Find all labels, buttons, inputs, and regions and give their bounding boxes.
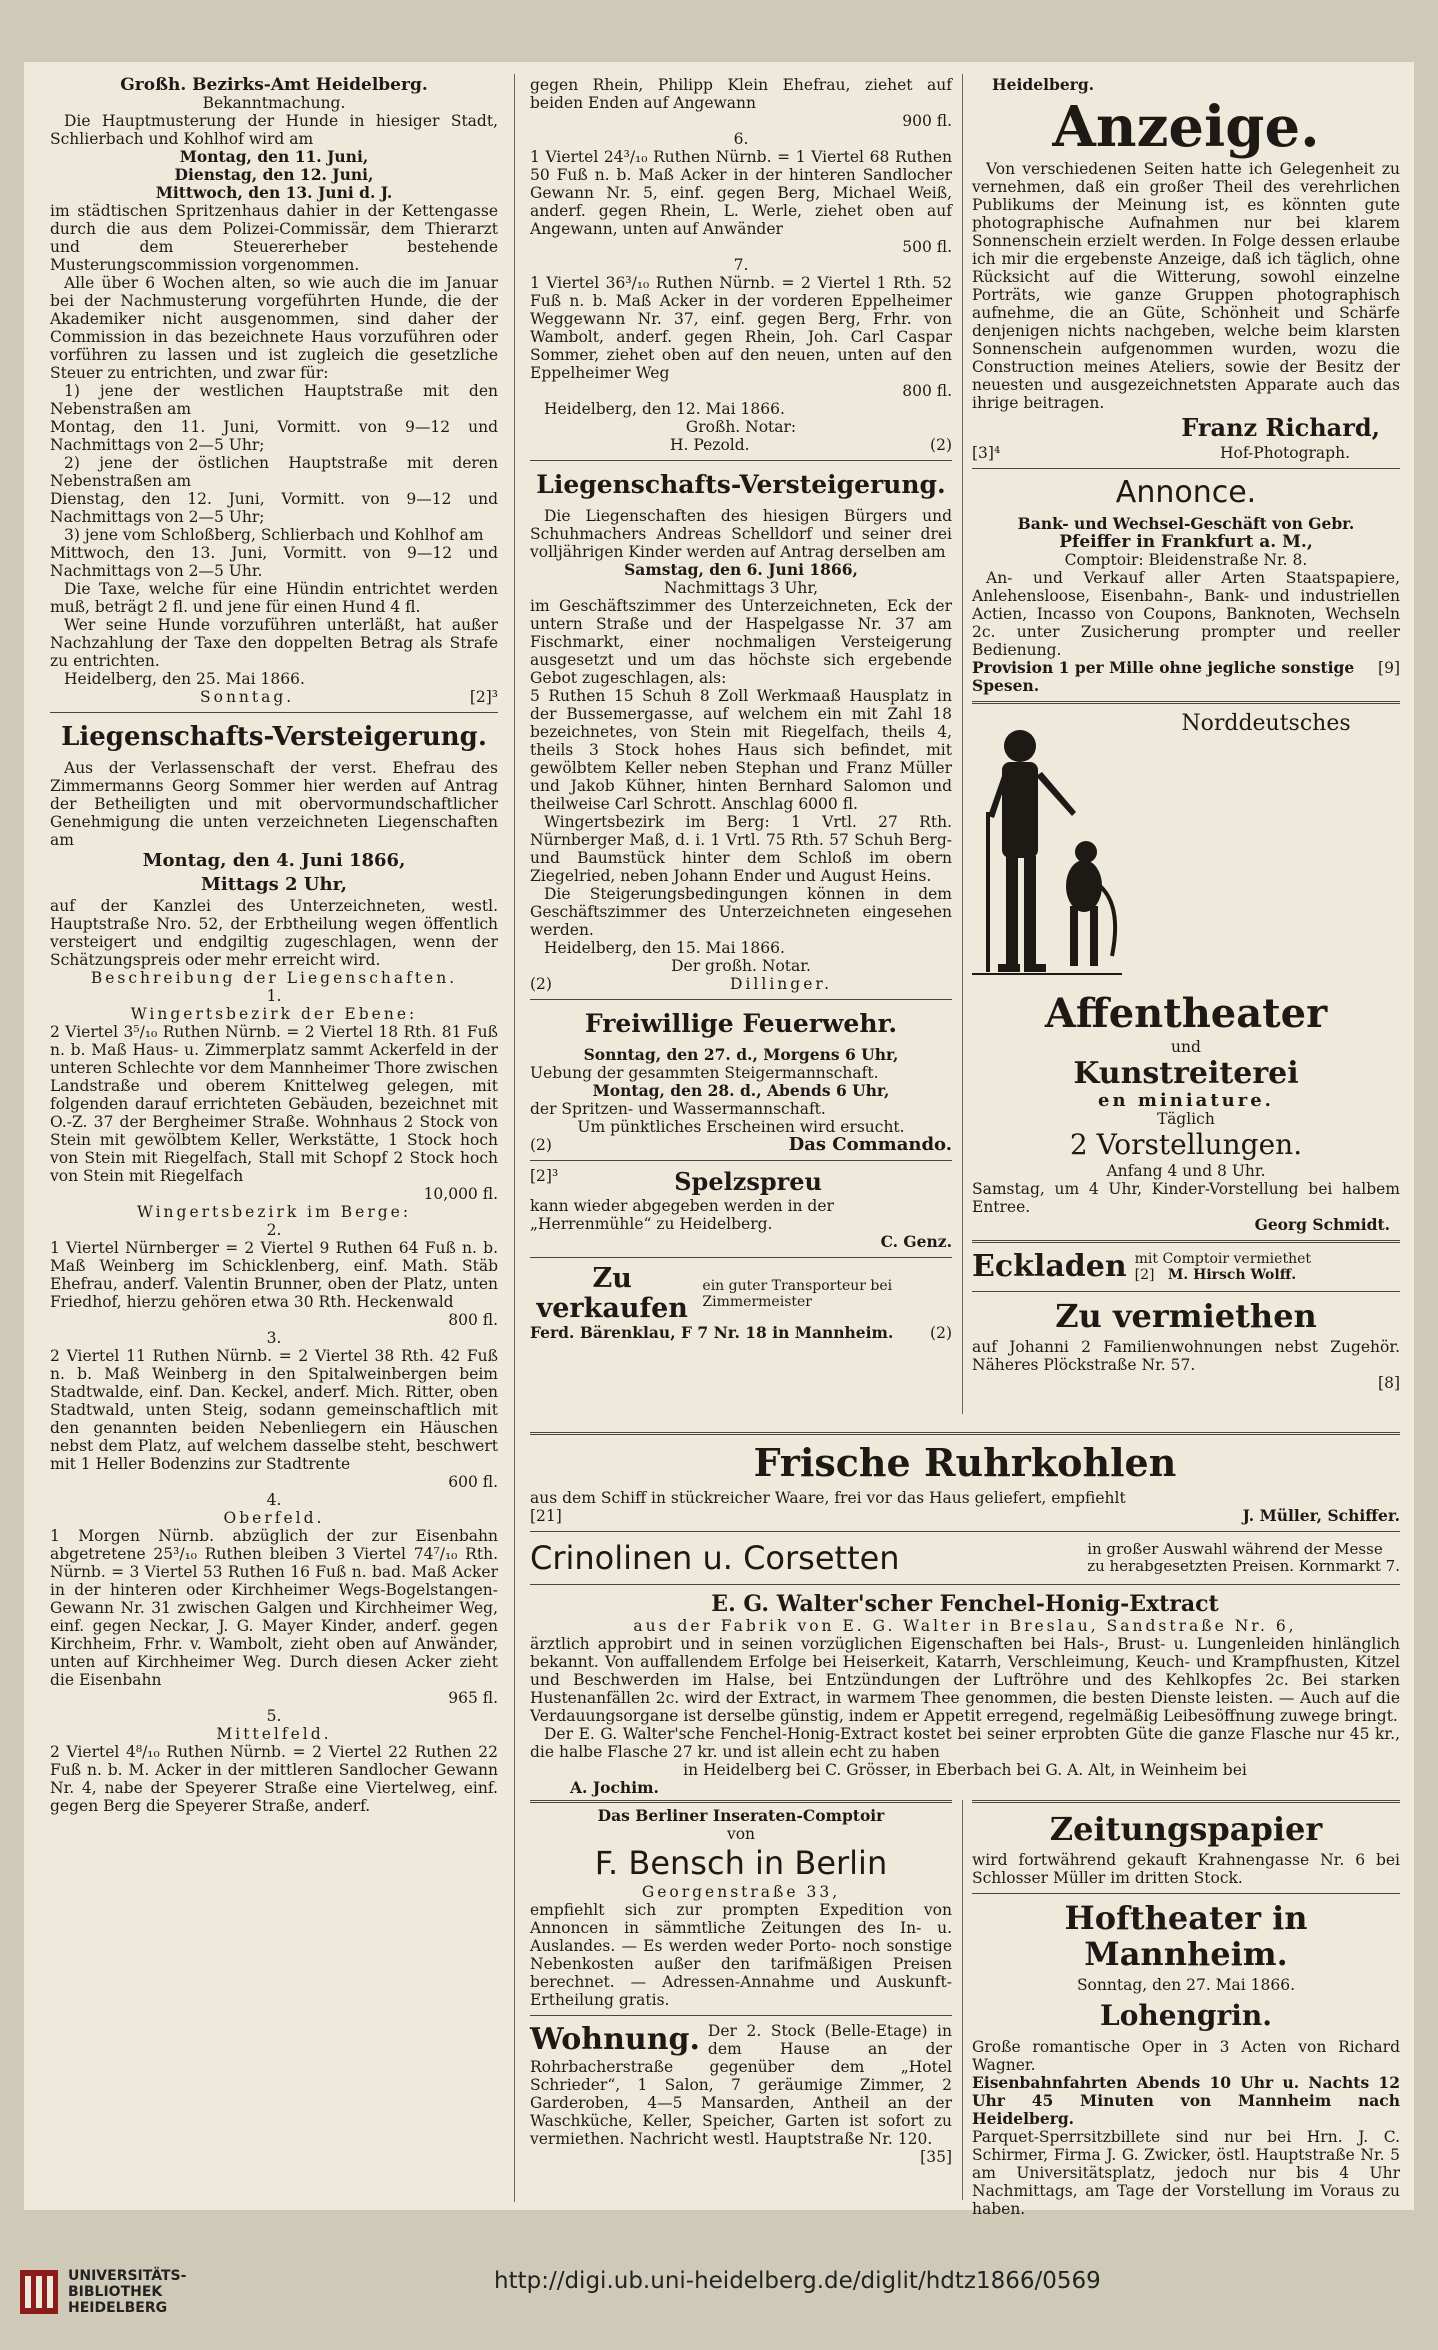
theatre-ad xyxy=(972,1800,1400,2218)
list-item: Mittwoch, den 13. Juni, Vormitt. von 9—12 und Nachmittags von 2—5 Uhr. xyxy=(50,544,498,580)
lot-number: 6. xyxy=(733,130,749,148)
newspaper-page xyxy=(24,62,1414,2218)
lot-price: 900 fl. xyxy=(902,112,952,130)
list-item: 3) jene vom Schloßberg, Schlierbach und Kohlhof am xyxy=(64,526,484,544)
subheading: Wingertsbezirk im Berge: xyxy=(136,1203,412,1221)
heading: Zeitungspapier xyxy=(1049,1810,1323,1848)
notice-number: [2]³ xyxy=(530,1167,559,1185)
lot-description: 1 Viertel 24³/₁₀ Ruthen Nürnb. = 1 Viertel 68 Ruthen 50 Fuß n. b. Maß Acker in der hinteren Sandlocher Gewann Nr. 5, einf. gegen Berg, Michael Weiß, anderf. gegen Rhein, L. Werle, ziehet oben auf Angewann, unten auf Anwänder xyxy=(530,148,952,238)
lot-description: 1 Morgen Nürnb. abzüglich der zur Eisenbahn abgetretene 25³/₁₀ Ruthen bleiben 3 Viertel 74⁷/₁₀ Rth. Nürnb. = 3 Viertel 53 Ruthen 16 Fuß n. bad. Maß Acker in der hinteren oder Kirchheimer Wegs-Bogelstangen-Gewann Nr. 31 zwischen Galgen und Kirchheimer Weg, einf. gegen Neckar, J. G. Mayer Kinder, anderf. gegen Kirchheim, Frhr. v. Wambolt, zieht oben auf Anwänder, unten auf Kirchheimer Weg. Durch diesen Acker zieht die Eisenbahn xyxy=(50,1527,498,1689)
signature: Sonntag. xyxy=(200,688,295,706)
paragraph: auf Johanni 2 Familienwohnungen nebst Zugehör. Näheres Plöckstraße Nr. 57. xyxy=(972,1338,1400,1374)
heading: Spelzspreu xyxy=(674,1167,822,1196)
heading: Annonce. xyxy=(1115,475,1257,510)
signature: Dillinger. xyxy=(730,975,832,993)
signature: Georg Schmidt. xyxy=(1254,1215,1390,1234)
lot-price: 965 fl. xyxy=(448,1689,498,1707)
signature: Großh. Notar: xyxy=(685,418,797,436)
paragraph: Große romantische Oper in 3 Acten von Richard Wagner. xyxy=(972,2038,1400,2074)
paragraph: im Geschäftszimmer des Unterzeichneten, Eck der untern Straße und der Haspelgasse Nr. 37 am Fischmarkt, einer nochmaligen Versteigerung ausgesetzt und um das höchste sich ergebende Gebot zugeschlagen, als: xyxy=(530,597,952,687)
heading: Norddeutsches xyxy=(1181,711,1351,736)
column-rule xyxy=(962,1800,963,2200)
notice-number: [3]⁴ xyxy=(972,444,1001,462)
lot-price: 800 fl. xyxy=(902,382,952,400)
heading: Hoftheater in Mannheim. xyxy=(1064,1899,1308,1973)
signature: C. Genz. xyxy=(880,1232,952,1251)
list-item: 2) jene der östlichen Hauptstraße mit deren Nebenstraßen am xyxy=(50,454,498,490)
column-1 xyxy=(50,76,498,2202)
paragraph: der Spritzen- und Wassermannschaft. xyxy=(530,1100,826,1118)
lot-price: 500 fl. xyxy=(902,238,952,256)
signature: Das Commando. xyxy=(788,1134,952,1155)
date-line: Montag, den 11. Juni, xyxy=(179,147,369,166)
heading: Eckladen xyxy=(972,1249,1127,1284)
library-seal-icon xyxy=(20,2270,58,2314)
subheading: Wingertsbezirk der Ebene: xyxy=(130,1005,418,1023)
column-2 xyxy=(530,76,952,1416)
heading: F. Bensch in Berlin xyxy=(594,1844,888,1882)
paragraph: Die Taxe, welche für eine Hündin entrichtet werden muß, beträgt 2 fl. und jene für einen Hund 4 fl. xyxy=(50,580,498,616)
signature: M. Hirsch Wolff. xyxy=(1167,1267,1297,1283)
paragraph: Die Steigerungsbedingungen können in dem Geschäftszimmer des Unterzeichneten eingesehen werden. xyxy=(530,885,952,939)
date-line: Samstag, den 6. Juni 1866, xyxy=(624,560,858,579)
heading: Freiwillige Feuerwehr. xyxy=(584,1009,898,1038)
signature: Franz Richard, xyxy=(1181,413,1380,442)
paragraph: Uebung der gesammten Steigermannschaft. xyxy=(530,1064,879,1082)
subheading: Beschreibung der Liegenschaften. xyxy=(90,969,458,987)
paragraph: A. Jochim. xyxy=(570,1778,659,1797)
man-with-monkey-illustration xyxy=(972,716,1122,986)
date-line: Montag, den 4. Juni 1866, xyxy=(142,850,406,871)
paragraph: ärztlich approbirt und in seinen vorzüglichen Eigenschaften bei Hals-, Brust- u. Lungenleiden hinlänglich bekannt. Von auffallendem Erfolge bei Heiserkeit, Katarrh, Verschleimung, Keuch- und Krampfhusten, Kitzel und Beschwerden im Halse, bei Entzündungen der Luftröhre und des Kehlkopfes 2c. Bei starken Hustenanfällen 2c. wird der Extract, in warmem Thee genommen, die besten Dienste leisten. — Auch auf die Verdauungsorgane ist derselbe günstig, indem er Appetit erregend, regelmäßig Leibesöffnung zuwege bringt. xyxy=(530,1635,1400,1725)
notice-number: [21] xyxy=(530,1507,562,1525)
heading: Anzeige. xyxy=(1052,94,1320,160)
paragraph: Samstag, um 4 Uhr, Kinder-Vorstellung bei halbem Entree. xyxy=(972,1180,1400,1216)
heading: Affentheater xyxy=(1044,990,1328,1037)
paragraph: Provision 1 per Mille ohne jegliche sonstige Spesen. xyxy=(972,658,1355,695)
heading: Das Berliner Inseraten-Comptoir xyxy=(597,1806,885,1825)
list-item: Dienstag, den 12. Juni, Vormitt. von 9—12 und Nachmittags von 2—5 Uhr; xyxy=(50,490,498,526)
notice-number: [9] xyxy=(1378,659,1400,677)
paragraph: in Heidelberg bei C. Grösser, in Eberbach bei G. A. Alt, in Weinheim bei xyxy=(683,1761,1247,1779)
date-line: Heidelberg, den 15. Mai 1866. xyxy=(544,939,785,957)
paragraph: Bank- und Wechsel-Geschäft von Gebr. xyxy=(1017,514,1355,533)
paragraph: Anfang 4 und 8 Uhr. xyxy=(1106,1162,1266,1180)
signature: J. Müller, Schiffer. xyxy=(1242,1506,1400,1525)
heading: Zu verkaufen xyxy=(536,1263,688,1324)
heading: E. G. Walter'scher Fenchel-Honig-Extract xyxy=(711,1591,1219,1617)
paragraph: aus der Fabrik von E. G. Walter in Breslau, Sandstraße Nr. 6, xyxy=(633,1617,1297,1635)
lot-price: 600 fl. xyxy=(448,1473,498,1491)
signature: Hof-Photograph. xyxy=(1220,444,1350,462)
paragraph: Von verschiedenen Seiten hatte ich Gelegenheit zu vernehmen, daß ein großer Theil des verehrlichen Publikums der Meinung ist, es könnten gute photographische Aufnahmen nur bei klarem Sonnenschein erzielt werden. In Folge dessen erlaube ich mir die ergebenste Anzeige, daß ich täglich, ohne Rücksicht auf die Witterung, sowohl einzelne Porträts, wie ganze Gruppen photographisch aufnehme, die an Güte, Schönheit und Schärfe denjenigen nichts nachgeben, welche beim klarsten Sonnenschein aufgenommen wurden, wozu die Construction meines Ateliers, sowie der Besitz der neuesten und ausgezeichnetsten Apparate auch das ihrige beitragen. xyxy=(972,160,1400,412)
source-url-link[interactable]: http://digi.ub.uni-heidelberg.de/diglit/hdtz1866/0569 xyxy=(494,2268,1101,2294)
subheading: Oberfeld. xyxy=(223,1509,325,1527)
library-name: BIBLIOTHEK xyxy=(68,2284,163,2300)
date-line: Heidelberg, den 25. Mai 1866. xyxy=(64,670,305,688)
column-rule xyxy=(514,74,515,2202)
heading: Großh. Bezirks-Amt Heidelberg. xyxy=(120,75,428,95)
date-line: Heidelberg, den 12. Mai 1866. xyxy=(544,400,785,418)
paragraph: aus dem Schiff in stückreicher Waare, frei vor das Haus geliefert, empfiehlt xyxy=(530,1489,1126,1507)
lot-number: 5. xyxy=(266,1707,282,1725)
date-line: Montag, den 28. d., Abends 6 Uhr, xyxy=(592,1081,890,1100)
date-line: Nachmittags 3 Uhr, xyxy=(663,579,819,597)
lot-number: 3. xyxy=(266,1329,282,1347)
column-3 xyxy=(972,76,1400,1416)
digitization-footer xyxy=(0,2240,1438,2350)
signature: H. Pezold. xyxy=(670,436,750,454)
notice-number: (2) xyxy=(930,1324,952,1342)
paragraph: wird fortwährend gekauft Krahnengasse Nr. 6 bei Schlosser Müller im dritten Stock. xyxy=(972,1851,1400,1887)
paragraph: Georgenstraße 33, xyxy=(641,1883,841,1901)
paragraph: Comptoir: Bleidenstraße Nr. 8. xyxy=(1064,551,1308,569)
notice-number: (2) xyxy=(530,975,552,993)
paragraph: Um pünktliches Erscheinen wird ersucht. xyxy=(577,1118,905,1136)
lot-description: 1 Viertel 36³/₁₀ Ruthen Nürnb. = 2 Viertel 1 Rth. 52 Fuß n. b. Maß Acker in der vorderen Eppelheimer Weggewann Nr. 37, einf. gegen Berg, Frhr. von Wambolt, anderf. gegen Rhein, Joh. Carl Caspar Sommer, ziehet oben auf den neuen, unten auf den Eppelheimer Weg xyxy=(530,274,952,382)
lot-number: 7. xyxy=(733,256,749,274)
paragraph: ein guter Transporteur bei Zimmermeister xyxy=(702,1278,893,1310)
column-rule xyxy=(962,74,963,1414)
paragraph: 5 Ruthen 15 Schuh 8 Zoll Werkmaaß Hausplatz in der Bussemergasse, auf welchem ein mit Zahl 18 bezeichnetes, von Stein mit Riegelfach, theils 4, theils 3 Stock hohes Haus sich befindet, mit gewölbtem Keller neben Stephan und Franz Müller und Jakob Kühner, hinten Bernhard Salomon und theilweise Carl Schrott. Anschlag 6000 fl. xyxy=(530,687,952,813)
lot-number: 4. xyxy=(266,1491,282,1509)
notice-number: [35] xyxy=(920,2148,952,2166)
library-logo xyxy=(20,2268,186,2316)
lot-price: 800 fl. xyxy=(448,1311,498,1329)
paragraph: Die Hauptmusterung der Hunde in hiesiger Stadt, Schlierbach und Kohlhof wird am xyxy=(50,112,498,148)
heading: Frische Ruhrkohlen xyxy=(753,1440,1177,1485)
paragraph: kann wieder abgegeben werden in der „Herrenmühle“ zu Heidelberg. xyxy=(530,1197,834,1233)
date-line: Sonntag, den 27. d., Morgens 6 Uhr, xyxy=(583,1045,899,1064)
heading: Liegenschafts-Versteigerung. xyxy=(536,470,946,499)
paragraph: Wer seine Hunde vorzuführen unterläßt, hat außer Nachzahlung der Taxe den doppelten Betrag als Strafe zu entrichten. xyxy=(50,616,498,670)
paragraph: Ferd. Bärenklau, F 7 Nr. 18 in Mannheim. xyxy=(530,1323,894,1342)
notice-number: (2) xyxy=(530,1136,552,1154)
paragraph: Die Liegenschaften des hiesigen Bürgers und Schuhmachers Andreas Schelldorf und seiner drei volljährigen Kinder werden auf Antrag derselben am xyxy=(530,507,952,561)
date-line: Mittags 2 Uhr, xyxy=(200,874,348,895)
lot-price: 10,000 fl. xyxy=(423,1185,498,1203)
list-item: 1) jene der westlichen Hauptstraße mit den Nebenstraßen am xyxy=(50,382,498,418)
location: Heidelberg. xyxy=(992,75,1095,94)
heading: Lohengrin. xyxy=(1100,1999,1272,2032)
library-name: HEIDELBERG xyxy=(68,2300,168,2316)
lot-number: 1. xyxy=(266,987,282,1005)
heading: en miniature. xyxy=(1098,1090,1274,1111)
lot-description: 2 Viertel 4⁸/₁₀ Ruthen Nürnb. = 2 Viertel 22 Ruthen 22 Fuß n. b. M. Acker in der mittleren Sandlocher Gewann Nr. 4, nabe der Speyerer Straße eine Viertelweg, einf. gegen Berg die Speyerer Straße, anderf. xyxy=(50,1743,498,1815)
paragraph: Wingertsbezirk im Berg: 1 Vrtl. 27 Rth. Nürnberger Maß, d. i. 1 Vrtl. 75 Rth. 57 Schuh Berg- und Baumstück hinter dem Schloß im obern Ziegelried, neben Johann Ender und August Heins. xyxy=(530,813,952,885)
notice-number: [8] xyxy=(1378,1374,1400,1392)
list-item: Montag, den 11. Juni, Vormitt. von 9—12 und Nachmittags von 2—5 Uhr; xyxy=(50,418,498,454)
paragraph: im städtischen Spritzenhaus dahier in der Kettengasse durch die aus dem Polizei-Commissär, dem Thierarzt und dem Steuererheber bestehende Musterungscommission vorgenommen. xyxy=(50,202,498,274)
notice-number: [2] xyxy=(1134,1267,1155,1283)
paragraph: Eisenbahnfahrten Abends 10 Uhr u. Nachts 12 Uhr 45 Minuten von Mannheim nach Heidelberg. xyxy=(972,2073,1400,2128)
paragraph: mit Comptoir vermiethet xyxy=(1134,1251,1312,1267)
heading: 2 Vorstellungen. xyxy=(1069,1128,1303,1161)
lot-description: gegen Rhein, Philipp Klein Ehefrau, ziehet auf beiden Enden auf Angewann xyxy=(530,76,952,112)
heading: Kunstreiterei xyxy=(1073,1056,1299,1091)
lot-description: 1 Viertel Nürnberger = 2 Viertel 9 Ruthen 64 Fuß n. b. Maß Weinberg im Schicklenberg, einf. Math. Stäb Ehefrau, anderf. Valentin Brunner, oben der Platz, unten Friedhof, hierzu gehören etwa 30 Rth. Heckenwald xyxy=(50,1239,498,1311)
heading: Bekanntmachung. xyxy=(202,94,346,112)
wide-ads xyxy=(530,1432,1400,1797)
paragraph: Aus der Verlassenschaft der verst. Ehefrau des Zimmermanns Georg Sommer hier werden auf Antrag der Betheiligten und mit obervormundschaftlicher Genehmigung die unten verzeichneten Liegenschaften am xyxy=(50,759,498,849)
paragraph: Pfeiffer in Frankfurt a. M., xyxy=(1059,532,1313,552)
notice-number: [2]³ xyxy=(469,688,498,706)
signature: Der großh. Notar. xyxy=(671,957,811,975)
heading: Liegenschafts-Versteigerung. xyxy=(61,722,487,752)
lot-description: 2 Viertel 3⁵/₁₀ Ruthen Nürnb. = 2 Viertel 18 Rth. 81 Fuß n. b. Maß Haus- u. Zimmerplatz sammt Ackerfeld in der unteren Schlechte vor dem Mannheimer Thore zwischen Landstraße und oberem Knittelweg gelegen, mit folgenden darauf errichteten Gebäuden, bezeichnet mit O.-Z. 37 der Bergheimer Straße. Wohnhaus 2 Stock von Stein mit gewölbtem Keller, Werkstätte, 1 Stock hoch von Stein mit Riegelfach, Stall mit Schopf 2 Stock hoch von Stein mit Riegelfach xyxy=(50,1023,498,1185)
bensch-ad xyxy=(530,1800,952,2198)
paragraph: Täglich xyxy=(1157,1110,1215,1128)
paragraph: empfiehlt sich zur prompten Expedition von Annoncen in sämmtliche Zeitungen des In- u. Auslandes. — Es werden weder Porto- noch sonstige Nebenkosten außer den tarifmäßigen Preisen berechnet. — Adressen-Annahme und Auskunft-Ertheilung gratis. xyxy=(530,1901,952,2009)
paragraph: Parquet-Sperrsitzbillete sind nur bei Hrn. J. C. Schirmer, Firma J. G. Zwicker, östl. Hauptstraße Nr. 5 am Universitätsplatz, jedoch nur bis 4 Uhr Nachmittags, am Tage der Vorstellung im Voraus zu haben. xyxy=(972,2128,1400,2218)
heading: Crinolinen u. Corsetten xyxy=(530,1539,900,1577)
paragraph: von xyxy=(726,1825,756,1843)
date-line: Sonntag, den 27. Mai 1866. xyxy=(1076,1976,1296,1994)
paragraph: in großer Auswahl während der Messe xyxy=(1087,1540,1383,1558)
lot-description: 2 Viertel 11 Ruthen Nürnb. = 2 Viertel 38 Rth. 42 Fuß n. b. Maß Weinberg in den Spitalweinbergen beim Stadtwalde, einf. Dan. Keckel, anderf. Mich. Ritter, oben Stadtwald, unten Steig, sodann gemeinschaftlich mit den genannten beiden Nebenliegern ein Häuschen nebst dem Platz, auf welchem dasselbe steht, beschwert mit 1 Heller Bodenzins zur Stadtrente xyxy=(50,1347,498,1473)
paragraph: Alle über 6 Wochen alten, so wie auch die im Januar bei der Nachmusterung vorgeführten Hunde, die der Akademiker nicht ausgenommen, sind daher der Commission in das bezeichnete Haus vorzuführen oder vorführen zu lassen und ist zugleich die gesetzliche Steuer zu entrichten, und zwar für: xyxy=(50,274,498,382)
heading: und xyxy=(1171,1038,1201,1056)
paragraph: auf der Kanzlei des Unterzeichneten, westl. Hauptstraße Nro. 52, der Erbtheilung wegen öffentlich versteigert und endgiltig zugeschlagen, wenn der Schätzungspreis oder mehr erreicht wird. xyxy=(50,897,498,969)
date-line: Mittwoch, den 13. Juni d. J. xyxy=(155,183,393,202)
lot-number: 2. xyxy=(266,1221,282,1239)
heading: Wohnung. xyxy=(530,2022,700,2057)
paragraph: zu herabgesetzten Preisen. Kornmarkt 7. xyxy=(1087,1557,1400,1575)
date-line: Dienstag, den 12. Juni, xyxy=(174,165,374,184)
subheading: Mittelfeld. xyxy=(216,1725,332,1743)
paragraph: An- und Verkauf aller Arten Staatspapiere, Anlehensloose, Eisenbahn-, Bank- und industriellen Actien, Incasso von Coupons, Banknoten, Wechseln 2c. unter Zusicherung prompter und reeller Bedienung. xyxy=(972,569,1400,659)
paragraph: Der E. G. Walter'sche Fenchel-Honig-Extract kostet bei seiner erprobten Güte die ganze Flasche nur 45 kr., die halbe Flasche 27 kr. und ist allein echt zu haben xyxy=(530,1725,1400,1761)
library-name: UNIVERSITÄTS- xyxy=(68,2268,187,2284)
notice-number: (2) xyxy=(930,436,952,454)
heading: Zu vermiethen xyxy=(1055,1297,1317,1335)
paragraph: Der 2. Stock (Belle-Etage) in dem Hause an der Rohrbacherstraße gegenüber dem „Hotel Schrieder“, 1 Salon, 7 geräumige Zimmer, 2 Garderoben, 4—5 Mansarden, Antheil an der Waschküche, Keller, Speicher, Garten ist sofort zu vermiethen. Nachricht westl. Hauptstraße Nr. 120. xyxy=(530,2022,952,2148)
